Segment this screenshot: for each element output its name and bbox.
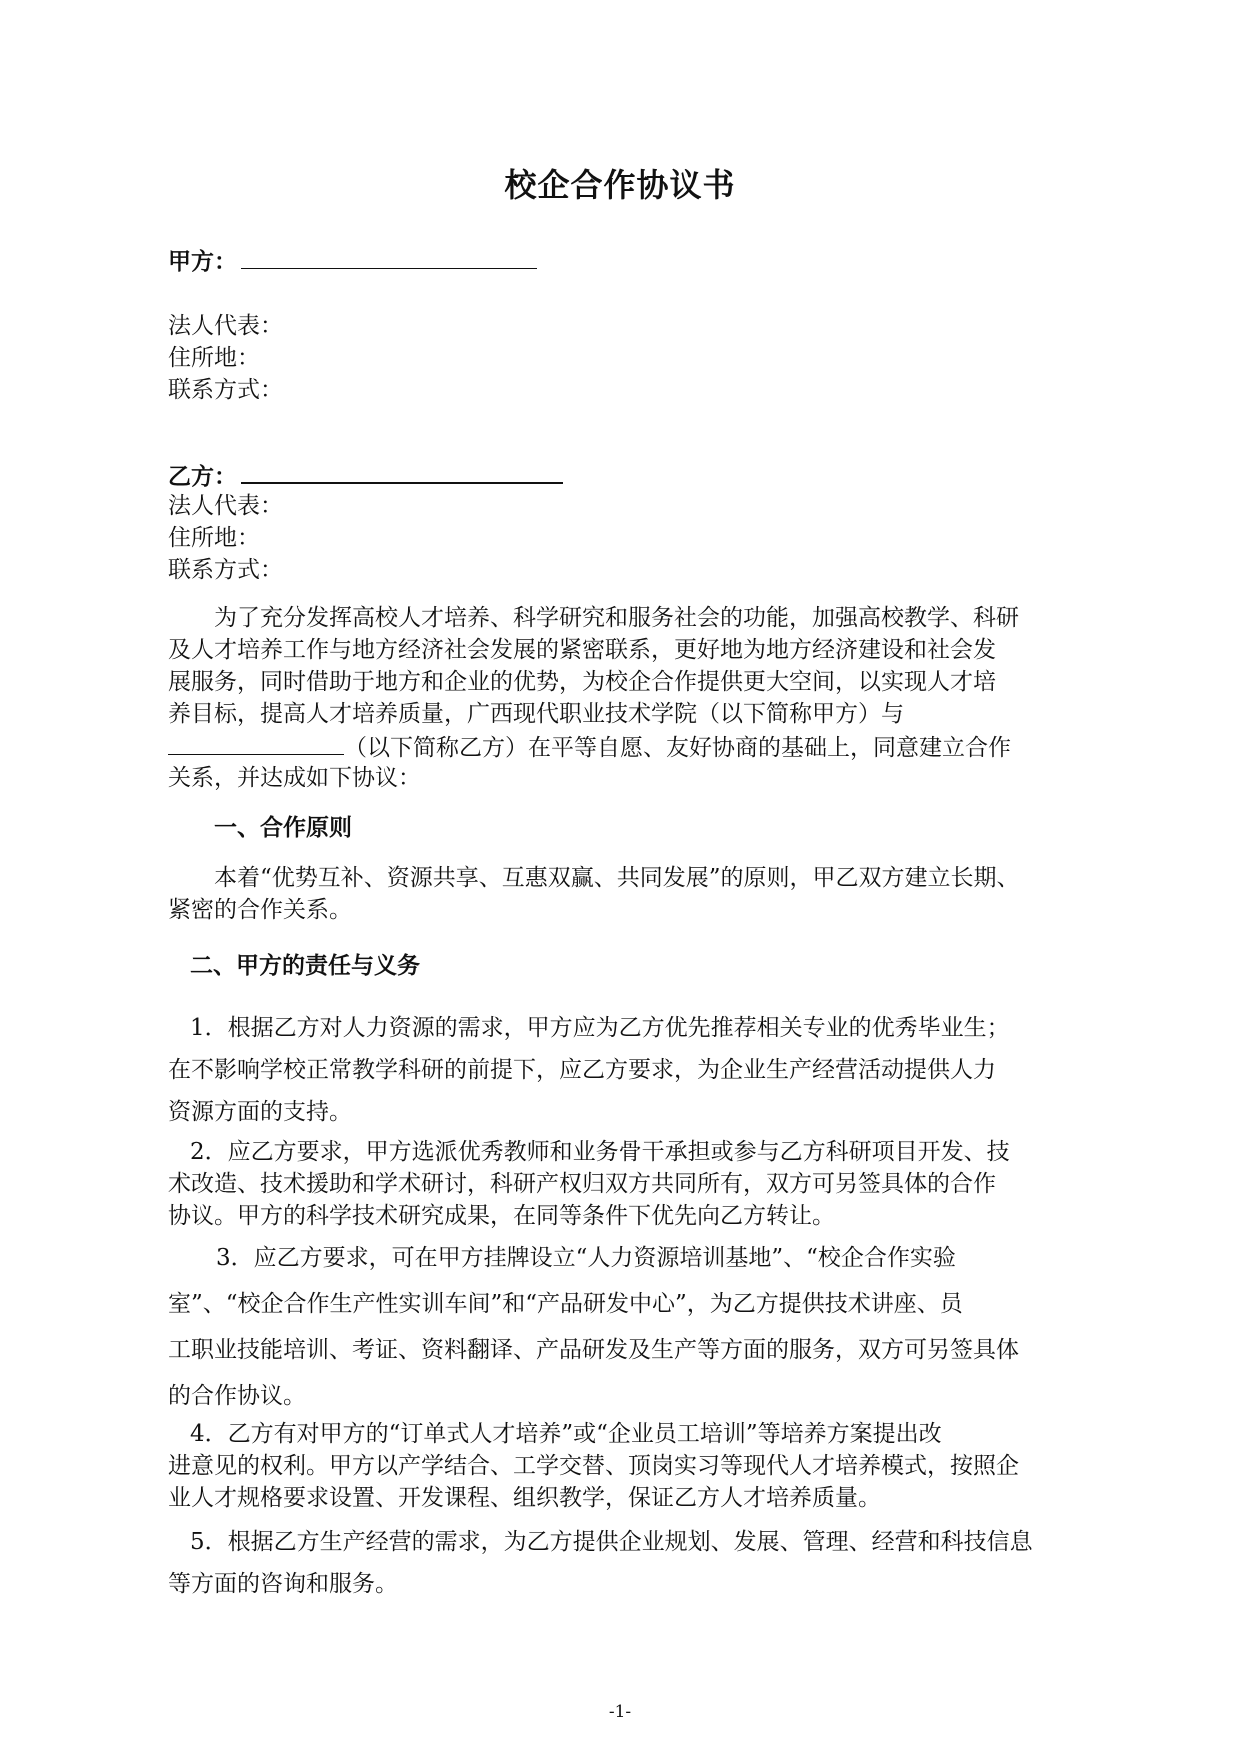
party-a-name-blank <box>241 246 537 269</box>
item-2-line-1: 2．应乙方要求，甲方选派优秀教师和业务骨干承担或参与乙方科研项目开发、技 <box>190 1139 1010 1165</box>
page-number: -1- <box>608 1702 632 1722</box>
party-b-row <box>168 460 563 493</box>
party-a-row <box>168 246 537 278</box>
item-3-line-2: 室”、“校企合作生产性实训车间”和“产品研发中心”，为乙方提供技术讲座、员 <box>168 1291 963 1317</box>
preamble-line-4: 养目标，提高人才培养质量，广西现代职业技术学院（以下简称甲方）与 <box>168 701 904 727</box>
section-1-line-1: 本着“优势互补、资源共享、互惠双赢、共同发展”的原则，甲乙双方建立长期、 <box>214 865 1020 891</box>
party-b-name-inline-blank <box>168 730 344 755</box>
section-1-line-2: 紧密的合作关系。 <box>168 897 352 923</box>
party-b-name-blank <box>241 460 563 484</box>
party-a-legal-rep: 法人代表： <box>168 313 283 339</box>
preamble-line-3: 展服务，同时借助于地方和企业的优势，为校企合作提供更大空间，以实现人才培 <box>168 669 996 695</box>
preamble-line-6: 关系，并达成如下协议： <box>168 765 421 791</box>
party-a-label: 甲方： <box>168 248 237 275</box>
item-4-line-3: 业人才规格要求设置、开发课程、组织教学，保证乙方人才培养质量。 <box>168 1485 881 1511</box>
party-b-contact: 联系方式： <box>168 557 283 583</box>
preamble-line-5 <box>168 730 1011 764</box>
item-5-line-2: 等方面的咨询和服务。 <box>168 1571 398 1597</box>
party-b-address: 住所地： <box>168 525 260 551</box>
item-2-line-3: 协议。甲方的科学技术研究成果，在同等条件下优先向乙方转让。 <box>168 1203 835 1229</box>
item-1-line-1: 1．根据乙方对人力资源的需求，甲方应为乙方优先推荐相关专业的优秀毕业生； <box>190 1015 1010 1041</box>
item-4-line-1: 4．乙方有对甲方的“订单式人才培养”或“企业员工培训”等培养方案提出改 <box>190 1421 942 1447</box>
party-b-label: 乙方： <box>168 463 237 490</box>
party-a-address: 住所地： <box>168 345 260 371</box>
party-b-legal-rep: 法人代表： <box>168 493 283 519</box>
document-title: 校企合作协议书 <box>504 166 736 204</box>
section-1-heading: 一、合作原则 <box>214 814 352 841</box>
item-4-line-2: 进意见的权利。甲方以产学结合、工学交替、顶岗实习等现代人才培养模式，按照企 <box>168 1453 1019 1479</box>
item-3-line-3: 工职业技能培训、考证、资料翻译、产品研发及生产等方面的服务，双方可另签具体 <box>168 1337 1019 1363</box>
item-3-line-1: 3．应乙方要求，可在甲方挂牌设立“人力资源培训基地”、“校企合作实验 <box>216 1245 956 1271</box>
section-2-heading: 二、甲方的责任与义务 <box>190 952 420 979</box>
party-a-contact: 联系方式： <box>168 377 283 403</box>
item-5-line-1: 5．根据乙方生产经营的需求，为乙方提供企业规划、发展、管理、经营和科技信息 <box>190 1529 1033 1555</box>
item-1-line-3: 资源方面的支持。 <box>168 1099 352 1125</box>
item-3-line-4: 的合作协议。 <box>168 1383 306 1409</box>
preamble-line-1: 为了充分发挥高校人才培养、科学研究和服务社会的功能，加强高校教学、科研 <box>214 605 1019 631</box>
item-2-line-2: 术改造、技术援助和学术研讨，科研产权归双方共同所有，双方可另签具体的合作 <box>168 1171 996 1197</box>
item-1-line-2: 在不影响学校正常教学科研的前提下，应乙方要求，为企业生产经营活动提供人力 <box>168 1057 996 1083</box>
preamble-line-5-text: （以下简称乙方）在平等自愿、友好协商的基础上，同意建立合作 <box>344 735 1011 761</box>
preamble-line-2: 及人才培养工作与地方经济社会发展的紧密联系，更好地为地方经济建设和社会发 <box>168 637 996 663</box>
